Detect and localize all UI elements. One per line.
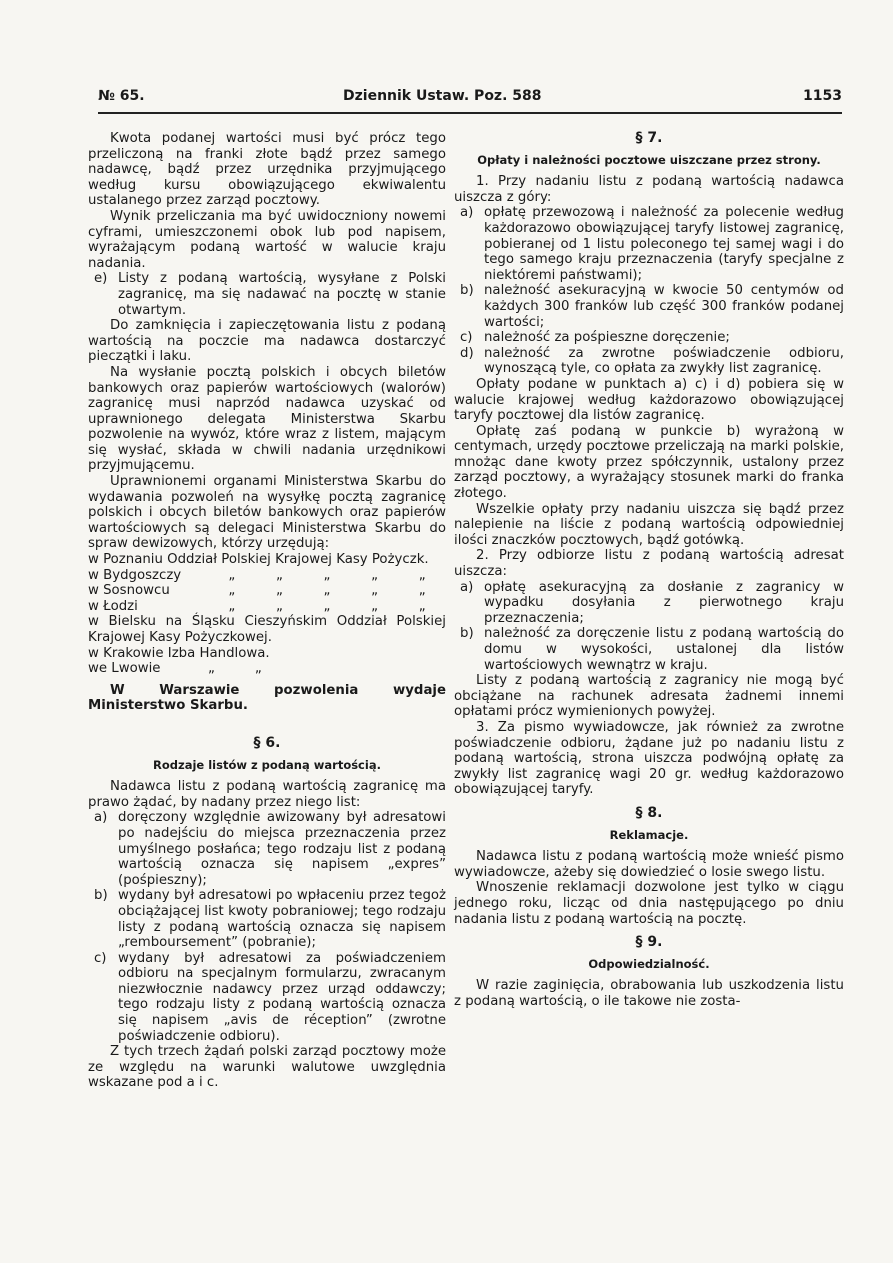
city-entry: w Krakowie Izba Handlowa. [88,645,270,661]
city-entry: we Lwowie „ „ [88,661,262,677]
header-rule [98,112,842,114]
city-entry: w Bydgoszczy „ „ „ „ „ [88,567,426,583]
section-heading: § 7. [635,130,663,146]
list-item: b) wydany był adresatowi po wpłaceniu przez tegoż obciążającej list kwoty pobraniowej; tego rodzaju listy z podaną wartością oznacza się napisem „remboursement” (pobranie); [94,888,446,951]
section-heading: § 8. [635,804,663,821]
paragraph: 3. Za pismo wywiadowcze, jak również za zwrotne poświadczenie odbioru, żądane już po nadaniu listu z podaną wartością, strona uiszcza podwójną opłatę za zwykły list zagranicę wagi 20 gr. według każdorazowo obowiązującej taryfy. [454,719,844,798]
list-item: d) należność za zwrotne poświadczenie odbioru, wynoszącą tyle, co opłata za zwykły list zagranicę. [460,345,844,377]
city-entry: w Sosnowcu „ „ „ „ „ [88,583,426,599]
paragraph: Nadawca listu z podaną wartością zagranicę ma prawo żądać, by nadany przez niego list: [88,779,446,810]
section-heading: § 6. [253,734,281,751]
paragraph: W Warszawie pozwolenia wydaje Ministerstwo Skarbu. [88,682,446,714]
paragraph: Do zamknięcia i zapieczętowania listu z podaną wartością na poczcie ma nadawca dostarczyć pieczątki i laku. [88,318,446,365]
paragraph: Opłatę zaś podaną w punkcie b) wyrażoną w centymach, urzędy pocztowe przeliczają na marki polskie, mnożąc dane kwoty przez spółczynnik, ustalony przez zarząd pocztowy, a wyrażający stosunek marki do franka złotego. [454,423,844,502]
paragraph: Uprawnionemi organami Ministerstwa Skarbu do wydawania pozwoleń na wysyłkę pocztą zagranicę polskich i obcych biletów bankowych oraz papierów wartościowych są delegaci Ministerstwa Skarbu do spraw dewizowych, którzy urzędują: [88,474,446,552]
issue-number: № 65. [98,88,145,104]
paragraph: Opłaty podane w punktach a) c) i d) pobiera się w walucie krajowej według każdorazowo obowiązującej taryfy pocztowej dla listów zagranicę. [454,376,844,424]
page-header [98,88,842,110]
paragraph: Wnoszenie reklamacji dozwolone jest tylko w ciągu jednego roku, licząc od dnia następującego po dniu nadania listu z podaną wartością na pocztę. [454,880,844,927]
list-item: e) Listy z podaną wartością, wysyłane z Polski zagranicę, ma się nadawać na pocztę w stanie otwartym. [94,271,446,318]
paragraph: W razie zaginięcia, obrabowania lub uszkodzenia listu z podaną wartością, o ile takowe nie zosta- [454,978,844,1009]
paragraph: Listy z podaną wartością z zagranicy nie mogą być obciążane na rachunek adresata żadnemi innemi opłatami prócz wymienionych powyżej. [454,673,844,720]
list-item: c) należność za pośpieszne doręczenie; [460,330,730,346]
city-list [88,552,446,677]
city-entry: w Bielsku na Śląsku Cieszyńskim Oddział Polskiej Krajowej Kasy Pożyczkowej. [88,614,446,645]
paragraph: Wszelkie opłaty przy nadaniu uiszcza się bądź przez nalepienie na liście z podaną wartością odpowiedniej ilości znaczków pocztowych, bądź gotówką. [454,501,844,548]
paragraph: Na wysłanie pocztą polskich i obcych biletów bankowych oraz papierów wartościowych (walorów) zagranicę musi naprzód nadawca uzyskać od uprawnionego delegata Ministerstwa Skarbu pozwolenie na wywóz, które wraz z listem, mającym się wysłać, składa w chwili nadania urzędnikowi przyjmującemu. [88,364,446,474]
section-title: Rodzaje listów z podaną wartością. [153,757,381,772]
city-entry: w Poznaniu Oddział Polskiej Krajowej Kasy Pożyczk. [88,552,429,568]
list-item: c) wydany był adresatowi za poświadczeniem odbioru na specjalnym formularzu, zwracanym niezwłocznie nadawcy przez urząd oddawczy; tego rodzaju listy z podaną wartością oznacza się napisem „avis de réception” (zwrotne poświadczenie odbioru). [94,950,446,1044]
list-item: b) należność za doręczenie listu z podaną wartością do domu w wysokości, ustalonej dla listów wartościowych wewnątrz w kraju. [460,626,844,673]
paragraph: Wynik przeliczania ma być uwidoczniony nowemi cyframi, umieszczonemi obok lub pod napisem, wyrażającym podaną wartość w walucie kraju nadania. [88,208,446,271]
paragraph: Nadawca listu z podaną wartością może wnieść pismo wywiadowcze, ażeby się dowiedzieć o losie swego listu. [454,849,844,880]
paragraph: Z tych trzech żądań polski zarząd pocztowy może ze względu na warunki walutowe uwzględnia wskazane pod a i c. [88,1044,446,1091]
journal-title: Dziennik Ustaw. Poz. 588 [343,88,542,104]
list-item: a) doręczony względnie awizowany był adresatowi po nadejściu do miejsca przeznaczenia przez umyślnego posłańca; tego rodzaju list z podaną wartością oznacza się napisem „expres” (pośpieszny); [94,810,446,888]
right-column [454,131,844,1009]
list-item: a) opłatę przewozową i należność za polecenie według każdorazowo obowiązującej taryfy listowej zagranicę, pobieranej od 1 listu poleconego tej samej wagi i do tego samego kraju przeznaczenia (taryfy specjalne z niektóremi państwami); [460,205,844,283]
paragraph: 2. Przy odbiorze listu z podaną wartością adresat uiszcza: [454,548,844,580]
paragraph: Kwota podanej wartości musi być prócz tego przeliczoną na franki złote bądź przez samego nadawcę, bądź przez urzędnika przyjmującego według kursu obowiązującego ekwiwalentu ustalanego przez zarząd pocztowy. [88,131,446,209]
section-title: Opłaty i należności pocztowe uiszczane przez strony. [477,152,821,167]
list-item: b) należność asekuracyjną w kwocie 50 centymów od każdych 300 franków lub część 300 franków podanej wartości; [460,283,844,330]
left-column [88,131,446,1091]
section-title: Odpowiedzialność. [588,956,710,971]
list-item: a) opłatę asekuracyjną za dosłanie z zagranicy w wypadku dosyłania z pierwotnego kraju przeznaczenia; [460,579,844,626]
paragraph: 1. Przy nadaniu listu z podaną wartością nadawca uiszcza z góry: [454,174,844,205]
section-title: Reklamacje. [609,827,689,842]
section-heading: § 9. [635,934,663,951]
page-number: 1153 [803,88,842,104]
city-entry: w Łodzi „ „ „ „ „ [88,598,426,614]
